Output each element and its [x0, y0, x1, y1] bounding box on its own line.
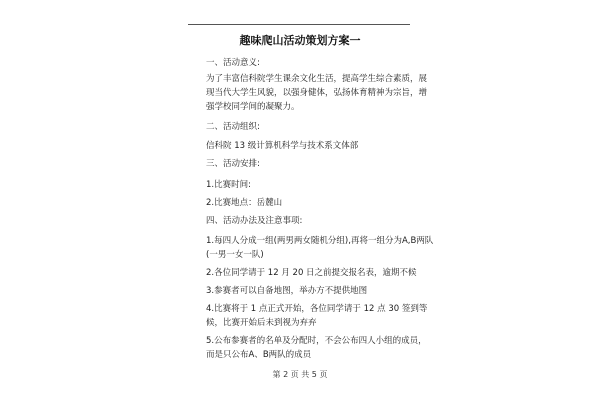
- paragraph: 2.各位同学请于 12 月 20 日之前提交报名表，逾期不候: [206, 268, 417, 278]
- section-heading: 二、活动组织:: [206, 122, 260, 132]
- paragraph: 5.公布参赛者的名单及分配时，不会公布四人小组的成员，而是只公布A、B两队的成员: [206, 336, 427, 360]
- paragraph: 信科院 13 级计算机科学与技术系文体部: [206, 141, 359, 151]
- paragraph: 4.比赛将于 1 点正式开始，各位同学请于 12 点 30 签到等候，比赛开始后未到视为弃弃: [206, 304, 428, 328]
- header-rule: [188, 24, 410, 25]
- document-title: 趣味爬山活动策划方案一: [239, 34, 361, 47]
- paragraph: 2.比赛地点：岳麓山: [206, 198, 283, 208]
- section-heading: 一、活动意义:: [206, 58, 260, 68]
- section-heading: 四、活动办法及注意事项:: [206, 216, 303, 226]
- paragraph: 1.比赛时间:: [206, 180, 251, 190]
- paragraph: 1.每四人分成一组(两男两女随机分组),再将一组分为A,B两队(一男一女一队): [206, 236, 434, 260]
- paragraph: 为了丰富信科院学生课余文化生活，提高学生综合素质，展现当代大学生风貌，以强身健体，弘扬体育精神为宗旨，增强学校同学间的凝聚力。: [206, 74, 428, 112]
- section-heading: 三、活动安排:: [206, 159, 260, 169]
- page-footer: 第 2 页 共 5 页: [272, 370, 328, 379]
- paragraph: 3.参赛者可以自备地图，举办方不提供地图: [206, 286, 368, 296]
